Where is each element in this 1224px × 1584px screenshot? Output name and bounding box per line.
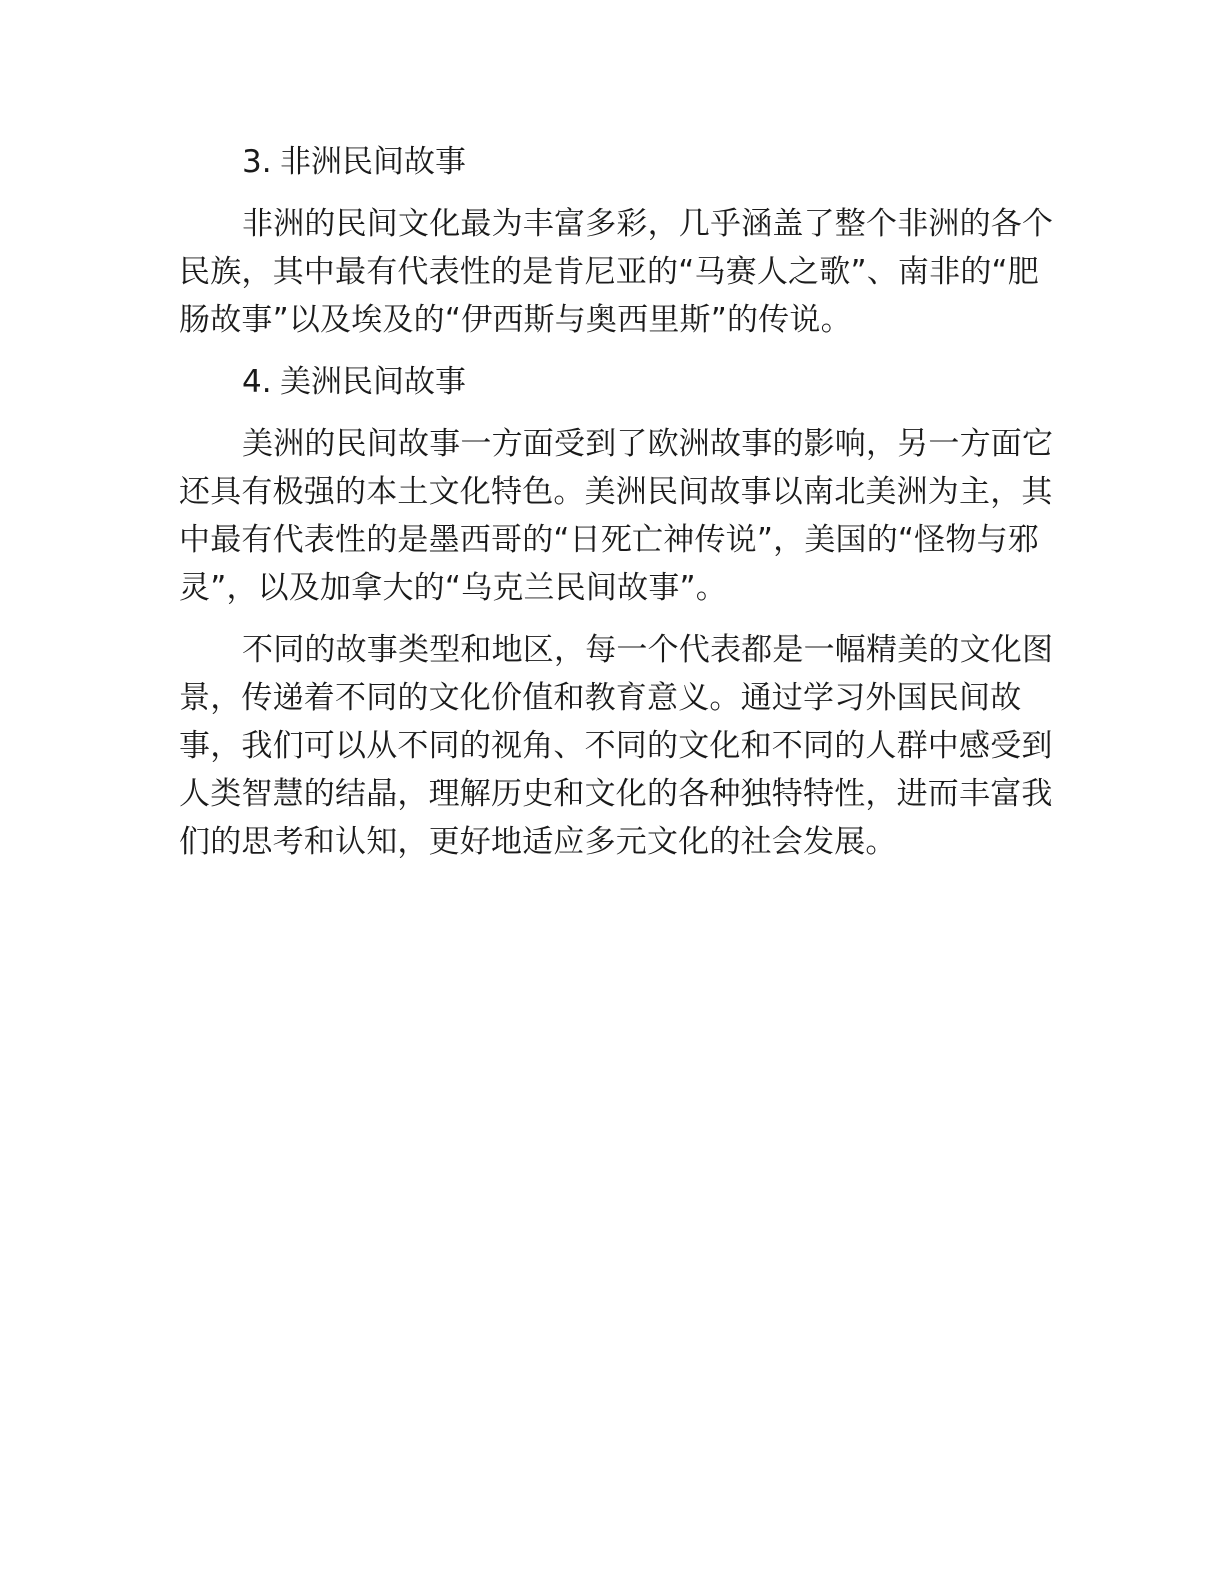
section-number: 3. — [242, 144, 272, 180]
section-number: 4. — [242, 364, 272, 400]
conclusion-paragraph: 不同的故事类型和地区，每一个代表都是一幅精美的文化图景，传递着不同的文化价值和教育意义。通过学习外国民间故事，我们可以从不同的视角、不同的文化和不同的人群中感受到人类智慧的结晶，理解历史和文化的各种独特特性，进而丰富我们的思考和认知，更好地适应多元文化的社会发展。 — [179, 632, 1054, 860]
section-title: 非洲民间故事 — [280, 144, 466, 180]
section-heading-africa — [179, 138, 1059, 186]
section-title: 美洲民间故事 — [280, 364, 466, 400]
document-body — [179, 138, 1059, 880]
section-paragraph-africa: 非洲的民间文化最为丰富多彩，几乎涵盖了整个非洲的各个民族，其中最有代表性的是肯尼亚的“马赛人之歌”、南非的“肥肠故事”以及埃及的“伊西斯与奥西里斯”的传说。 — [179, 206, 1054, 338]
section-heading-americas — [179, 358, 1059, 406]
section-paragraph-americas: 美洲的民间故事一方面受到了欧洲故事的影响，另一方面它还具有极强的本土文化特色。美洲民间故事以南北美洲为主，其中最有代表性的是墨西哥的“日死亡神传说”，美国的“怪物与邪灵”，以及加拿大的“乌克兰民间故事”。 — [179, 426, 1054, 606]
